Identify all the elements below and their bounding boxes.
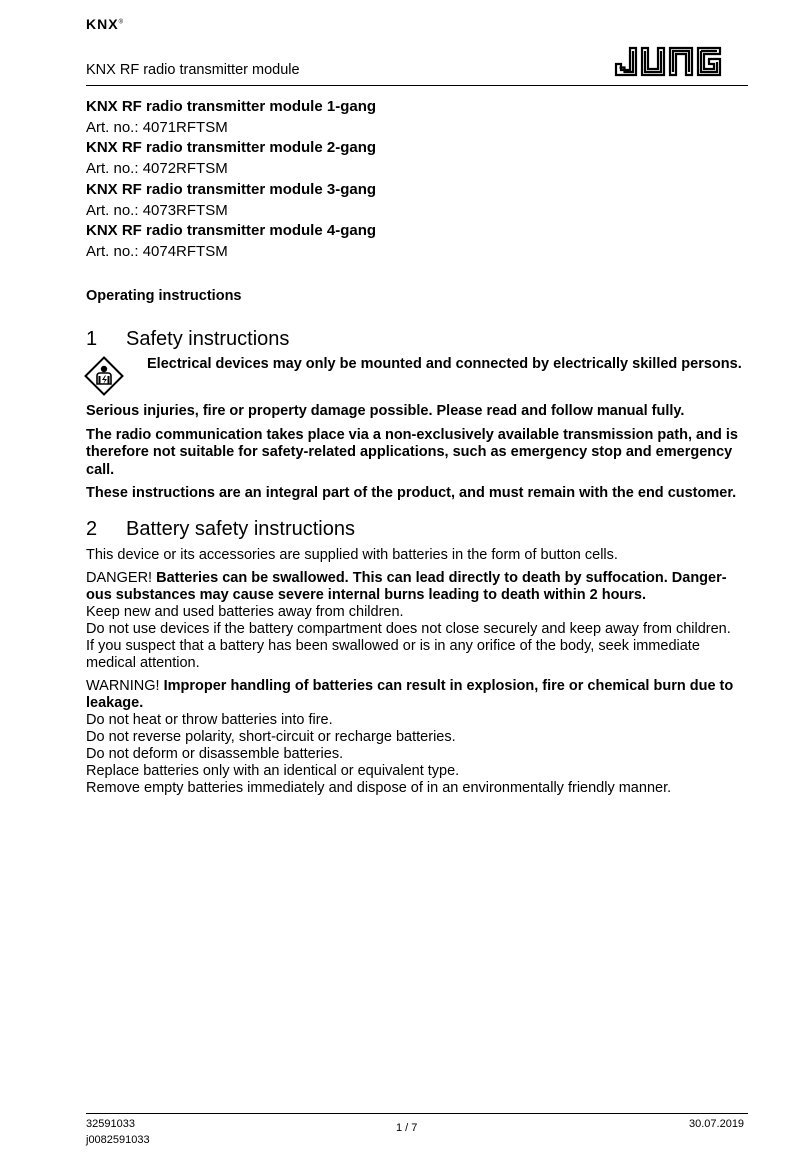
danger-line: Do not use devices if the battery compartment does not close securely and keep away from children.: [86, 621, 731, 637]
product-name: KNX RF radio transmitter module 4-gang: [86, 222, 377, 240]
operating-instructions-title: Operating instructions: [86, 288, 242, 304]
battery-safety-body: [86, 547, 748, 797]
danger-line: If you suspect that a battery has been swallowed or is in any orifice of the body, seek immediate medical attention.: [86, 638, 700, 671]
section-2-heading: [86, 518, 355, 541]
product-art-no: Art. no.: 4072RFTSM: [86, 160, 228, 178]
skilled-persons-warning: Electrical devices may only be mounted and connected by electrically skilled persons.: [147, 356, 742, 372]
section-1-heading: [86, 328, 289, 351]
safety-paragraph: These instructions are an integral part of the product, and must remain with the end customer.: [86, 485, 737, 501]
product-name: KNX RF radio transmitter module 1-gang: [86, 98, 377, 115]
warning-line: Do not reverse polarity, short-circuit or recharge batteries.: [86, 729, 456, 745]
product-list: [86, 97, 748, 263]
section-number: 2: [86, 518, 98, 540]
footer-date: 30.07.2019: [689, 1118, 745, 1130]
section-title: Battery safety instructions: [126, 518, 355, 540]
warning-label: WARNING!: [86, 678, 160, 694]
danger-notice: [86, 570, 748, 604]
battery-intro: This device or its accessories are supplied with batteries in the form of button cells.: [86, 547, 618, 563]
electrician-warning-icon: [84, 356, 124, 396]
footer-code: j0082591033: [86, 1134, 150, 1146]
section-title: Safety instructions: [126, 328, 290, 350]
product-name: KNX RF radio transmitter module 2-gang: [86, 139, 377, 157]
product-name: KNX RF radio transmitter module 3-gang: [86, 180, 377, 198]
product-art-no: Art. no.: 4071RFTSM: [86, 118, 228, 136]
warning-notice: [86, 678, 748, 712]
warning-line: Do not heat or throw batteries into fire.: [86, 712, 333, 728]
footer-divider: [86, 1113, 748, 1114]
warning-text: Improper handling of batteries can result in explosion, fire or chemical burn due to leakage.: [86, 678, 734, 711]
product-art-no: Art. no.: 4073RFTSM: [86, 201, 228, 219]
knx-logo: KNX®: [86, 16, 124, 32]
safety-paragraph: The radio communication takes place via a non-exclusively available transmission path, and is therefore not suitable for safety-related applications, such as emergency stop and emergency call.: [86, 426, 738, 478]
safety-paragraphs: [86, 403, 748, 509]
warning-line: Replace batteries only with an identical or equivalent type.: [86, 763, 460, 779]
safety-paragraph: Serious injuries, fire or property damage possible. Please read and follow manual fully.: [86, 403, 685, 419]
jung-logo: [614, 44, 750, 78]
footer-doc-number: 32591033: [86, 1118, 135, 1130]
footer-page-number: 1 / 7: [396, 1122, 418, 1134]
warning-line: Remove empty batteries immediately and dispose of in an environmentally friendly manner.: [86, 780, 672, 796]
danger-line: Keep new and used batteries away from children.: [86, 604, 404, 620]
section-number: 1: [86, 328, 98, 350]
header-title: KNX RF radio transmitter module: [86, 62, 300, 78]
warning-line: Do not deform or disassemble batteries.: [86, 746, 344, 762]
danger-label: DANGER!: [86, 570, 153, 586]
product-art-no: Art. no.: 4074RFTSM: [86, 242, 228, 260]
danger-text: Batteries can be swallowed. This can lead directly to death by suffocation. Danger-ous substances may cause severe internal burns leading to death within 2 hours.: [86, 570, 727, 603]
header-divider: [86, 85, 748, 86]
